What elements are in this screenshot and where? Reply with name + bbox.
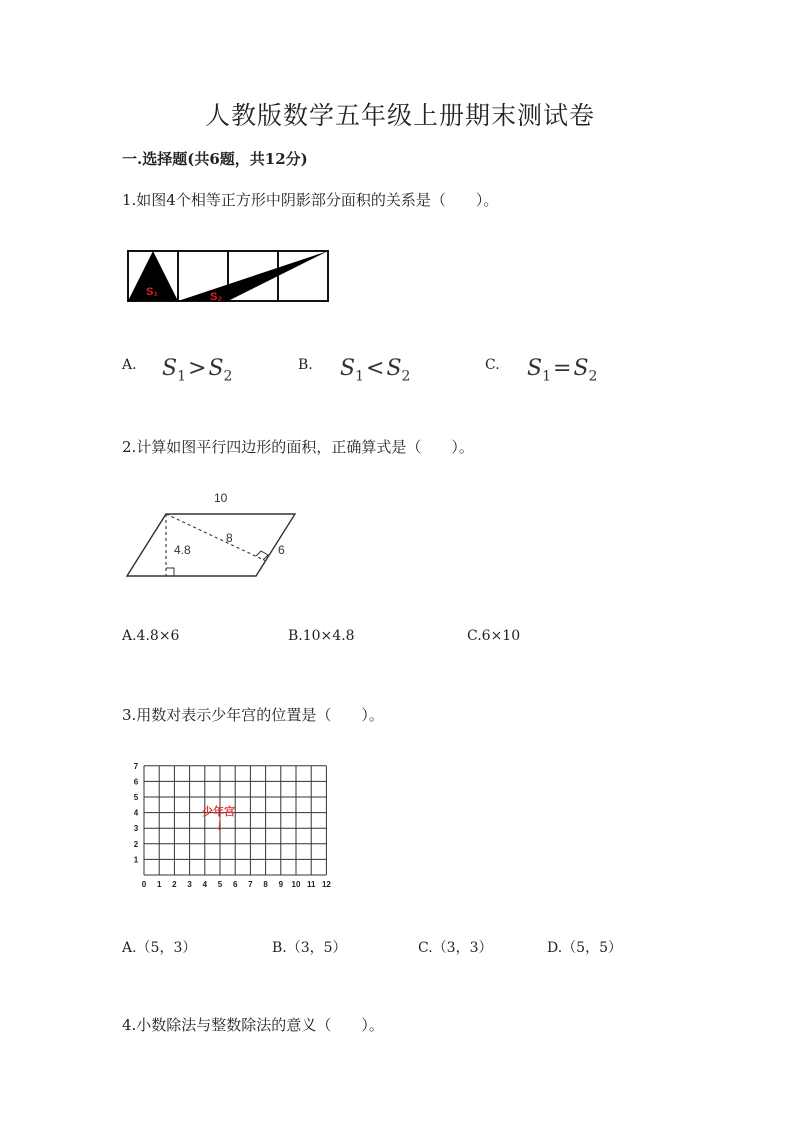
q2-option-b[interactable]: B.10×4.8 — [288, 628, 355, 644]
q3-x-ticks — [142, 880, 332, 889]
q3-x-tick-label: 3 — [187, 880, 192, 889]
q1-square-4 — [278, 251, 328, 301]
q2-label-top: 10 — [214, 491, 228, 505]
q3-grid-lines — [144, 766, 326, 875]
q3-x-tick-label: 2 — [172, 880, 177, 889]
q1-label-s1: S₁ — [146, 286, 158, 298]
question-3-stem: 3.用数对表示少年宫的位置是（ ）。 — [122, 706, 384, 724]
q2-option-c[interactable]: C.6×10 — [467, 628, 521, 644]
question-4-stem: 4.小数除法与整数除法的意义（ ）。 — [122, 1016, 384, 1034]
q3-option-d[interactable]: D.（5，5） — [547, 940, 622, 956]
q3-y-tick-label: 7 — [133, 761, 139, 771]
q3-option-b[interactable]: B.（3，5） — [272, 940, 347, 956]
q3-y-tick-label: 5 — [133, 793, 139, 802]
section-heading: 一.选择题(共6题，共12分) — [122, 150, 308, 168]
question-1-stem: 1.如图4个相等正方形中阴影部分面积的关系是（ ）。 — [122, 191, 499, 209]
q2-parallelogram — [127, 514, 295, 576]
q3-x-tick-label: 11 — [306, 880, 316, 889]
q3-x-tick-label: 5 — [217, 880, 223, 889]
q2-label-diag: 8 — [226, 531, 233, 545]
q3-y-ticks — [134, 762, 139, 865]
q1-figure — [126, 249, 334, 303]
q3-y-tick-label: 4 — [133, 808, 139, 818]
q1-option-a-letter[interactable]: A. — [122, 357, 137, 373]
q3-x-tick-label: 4 — [202, 880, 208, 889]
q3-y-tick-label: 6 — [133, 777, 139, 787]
q3-x-tick-label: 9 — [278, 880, 284, 889]
q1-option-a-expr: $S_1>S_2$ — [162, 356, 233, 385]
q3-x-tick-label: 8 — [263, 880, 268, 889]
q1-option-b-letter[interactable]: B. — [298, 357, 313, 373]
q1-option-b-expr: $S_1<S_2$ — [340, 356, 411, 385]
q2-label-height: 4.8 — [174, 543, 191, 557]
q3-x-tick-label: 12 — [321, 880, 331, 889]
q3-option-a[interactable]: A.（5，3） — [122, 940, 197, 956]
q3-x-tick-label: 0 — [141, 880, 147, 889]
q2-label-side: 6 — [278, 543, 285, 557]
q3-x-tick-label: 10 — [291, 880, 301, 889]
q2-option-a[interactable]: A.4.8×6 — [122, 628, 180, 644]
question-2-stem: 2.计算如图平行四边形的面积，正确算式是（ ）。 — [122, 438, 474, 456]
q2-right-angle-mark-bottom — [166, 568, 174, 576]
q3-marker-label: 少年宫 — [202, 806, 235, 819]
q3-y-tick-label: 1 — [133, 855, 139, 865]
q1-option-c-letter[interactable]: C. — [485, 357, 500, 373]
q3-coordinate-grid — [122, 757, 344, 891]
q3-y-tick-label: 3 — [133, 824, 139, 834]
q1-label-s2: S₂ — [210, 291, 223, 303]
q3-option-c[interactable]: C.（3，3） — [418, 940, 493, 956]
page-title: 人教版数学五年级上册期末测试卷 — [204, 101, 595, 130]
q1-option-c-expr: $S_1=S_2$ — [527, 356, 598, 385]
q1-shaded-triangle-s2 — [178, 251, 328, 301]
q3-x-tick-label: 6 — [232, 880, 238, 889]
q3-x-tick-label: 7 — [248, 880, 253, 889]
q3-y-tick-label: 2 — [133, 839, 139, 849]
q2-parallelogram-figure — [120, 485, 305, 585]
q3-x-tick-label: 1 — [156, 880, 162, 889]
